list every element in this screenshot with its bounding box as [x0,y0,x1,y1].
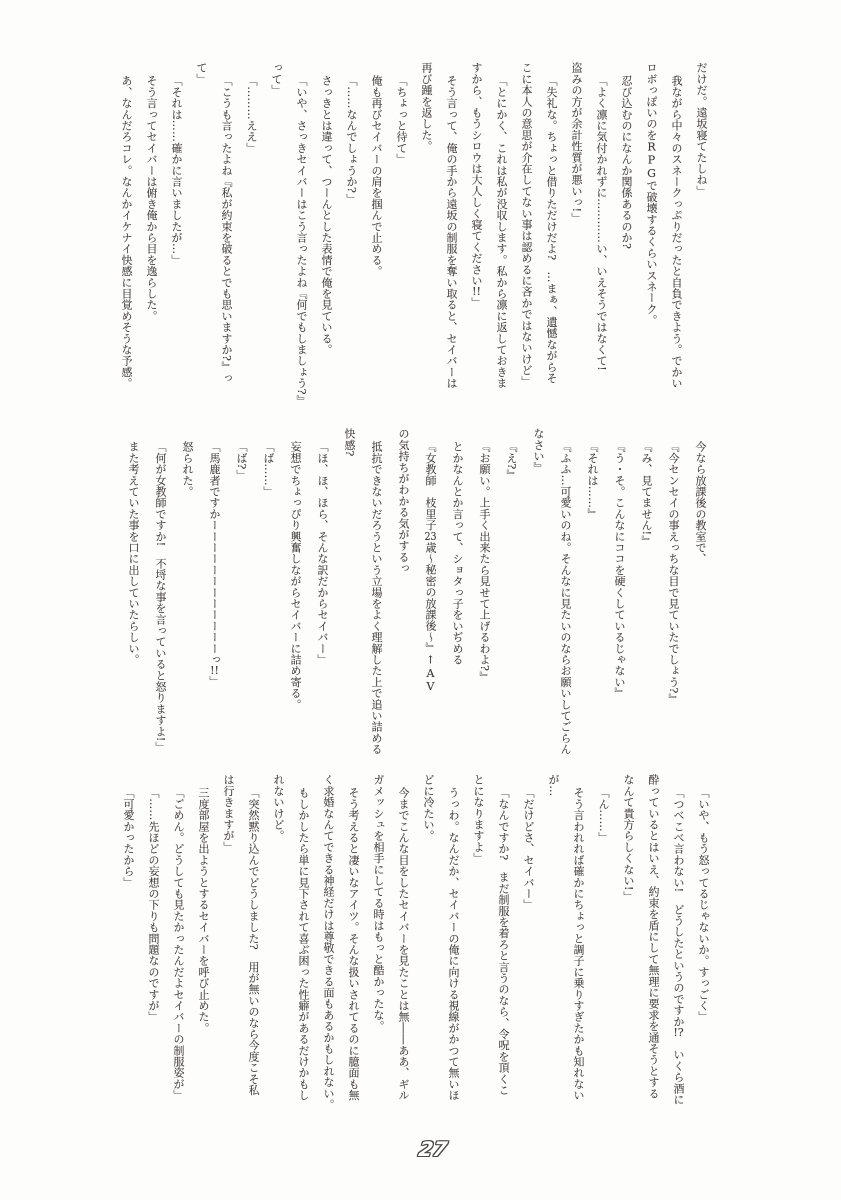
text-column: 『それは……』 [586,441,599,520]
text-column: 快感? [343,428,356,457]
page-number-value: 27 [416,1137,450,1161]
text-column: 「可愛かったから」 [122,787,135,888]
text-column: 「馬鹿者ですかーーーーーーーーーーーーっ!!」 [208,441,221,688]
text-column: 「………ええ」 [245,75,258,154]
text-column: そう言ってセイバーは俯き俺から目を逸らした。 [145,75,158,322]
text-column: 盗みの方が余計性質が悪いっ!」 [570,62,583,224]
text-column: 「ば?」 [235,441,248,481]
text-column: 『女教師 枝里子23歳〜秘密の放課後〜』↑AV [424,441,437,694]
text-column: さっきとは違って、つーんとした表情で俺を見ている。 [320,75,333,355]
text-column: ガメッシュを相手にしてる時はもっと酷かったな。 [372,774,385,1032]
text-column: は行きますが」 [222,774,235,853]
page-number [401,1137,465,1161]
text-column: そう言われれば確かにちょっと調子に乗りすぎたかも知れない [572,787,585,1101]
text-column: 『み、見てません!』 [640,441,653,547]
text-column: 今までこんな目をしたセイバーを見たことは無――ああ、ギル [397,787,410,1101]
combined-chars: 23 [424,530,437,542]
text-column: 「いや、もう怒ってるじゃないか。すっごく」 [697,787,710,1023]
upright-chars: RPG [645,140,658,181]
text-column: 「突然黙り込んでどうしました? 用が無いのなら今度こそ私 [247,787,260,1096]
text-column: 「ちょっと待て」 [395,75,408,165]
text-column: なさい』 [532,428,545,473]
text-column: だけだ。遠坂寝てたしね」 [695,62,708,197]
text-column: 「こうも言ったよね『私が約束を破るとでも思いますか?』っ [220,75,233,384]
text-column: く求婚なんてできる神経だけは尊敬できる面もあるかもしれない。 [322,774,335,1110]
text-column: あ、なんだろコレ。なんかイケナイ快感に目覚めそうな予感。 [120,75,133,389]
text-column: こに本人の意思が介在してない事は認めるに吝かではないけど」 [520,62,533,387]
text-column: 妄想でちょっぴり興奮しながらセイバーに詰め寄る。 [289,441,302,710]
text-column: 「……先ほどの妄想の下りも問題なのですが」 [147,787,160,1023]
text-column: 「……なんでしょうか?」 [345,75,358,205]
text-column: うっわ。なんだか、セイバーの俺に向ける視線がかつて無いほ [447,787,460,1101]
upright-chars: ↑ [424,653,437,667]
text-column: って」 [270,62,283,96]
text-column: 「失礼な。ちょっと借りただけだよ? …まぁ、遺憾ながらそ [545,75,558,384]
text-column: 『今センセイの事えっちな目で見ていたでしょう?』 [667,441,680,705]
text-column: ロボっぽいのをRPGで破壊するくらいスネーク。 [645,62,658,326]
text-column: 忍び込むのになんか関係あるのか? [620,75,633,250]
text-column: 「ごめん。どうしても見たかったんだよセイバーの制服姿が」 [172,787,185,1101]
text-column: 俺も再びセイバーの肩を掴んで止める。 [370,75,383,277]
text-column: すから、もうシロウは大人しく寝てください!!」 [470,62,483,309]
combined-chars: !! [210,665,219,676]
text-column: 「とにかく、これは私が没収します。私から凛に返しておきま [495,75,508,389]
combined-chars: !! [472,286,481,297]
combined-chars: !? [673,1026,684,1038]
text-column: もしかしたら単に見下されて喜ぶ困った性癖があるだけかもし [297,787,310,1101]
text-column: れないけど。 [272,774,285,842]
text-column: 『う・そ。こんなにココを硬くしているじゃない』 [613,441,626,699]
text-column: 抵抗できないだろうという立場をよく理解した上で追い詰める [370,441,383,755]
text-column: の気持ちがわかる気がするっ [397,428,410,574]
text-column: 「だけどさ、セイバー」 [522,787,535,911]
text-column: 『お願い。上手く出来たら見せて上げるわよ?』 [478,441,491,683]
text-column: 「何が女教師ですか! 不埒な事を言っていると怒りますよ!」 [154,441,167,753]
text-column: 今なら放課後の教室で、 [694,441,707,565]
text-column: 我ながら中々のスネークっぷりだったと自負できよう。でかい [670,75,683,389]
text-column: 「ん……」 [597,787,610,843]
text-column: そう言って、俺の手から遠坂の制服を奪い取ると、セイバーは [445,75,458,389]
text-column: 「それは……確かに言いましたが…」 [170,75,183,266]
text-column: 「よく凛に気付かれずに…………い、いえそうではなくて! [595,75,608,371]
text-band-middle [120,428,714,770]
text-column: 再び踵を返した。 [420,62,433,152]
text-column: 「つべこべ言わない! どうしたというのですか!? いくら酒に [672,787,685,1106]
text-column: とになりますよ」 [472,774,485,864]
upright-chars: AV [424,666,437,694]
text-column: て」 [195,62,208,85]
text-column: 「ば……」 [262,441,275,497]
text-column: 酔っているとはいえ、約束を盾にして無理に要求を通そうとする [647,774,660,1099]
text-column: が… [547,774,560,797]
text-band-top [114,62,714,418]
text-column: また考えていた事を口に出していたらしい。 [127,441,140,665]
text-column: 怒られた。 [181,441,194,497]
text-column: 『え?』 [505,441,518,481]
text-column: 「ほ、ほ、ほら、そんな訳だからセイバー」 [316,441,329,665]
text-column: そう考えると凄いなアイツ。そんな扱いされてるのに臆面も無 [347,787,360,1101]
text-column: 「いや、さっきセイバーはこう言ったよね『何でもしましょう?』 [295,75,308,406]
text-column: なんて貴方らしくない!」 [622,774,635,902]
text-column: どに冷たい。 [422,774,435,842]
text-column: 三度部屋を出ようとするセイバーを呼び止めた。 [197,787,210,1034]
text-column: 「なんですか? まだ制服を着ろと言うのなら、令呪を頂くこ [497,787,510,1096]
text-column: とかなんとか言って、ショタっ子をいぢめる [451,441,464,665]
text-band-bottom [116,774,716,1172]
text-column: 『ふふ…可愛いのね。そんなに見たいのならお願いしてごらん [559,441,572,755]
